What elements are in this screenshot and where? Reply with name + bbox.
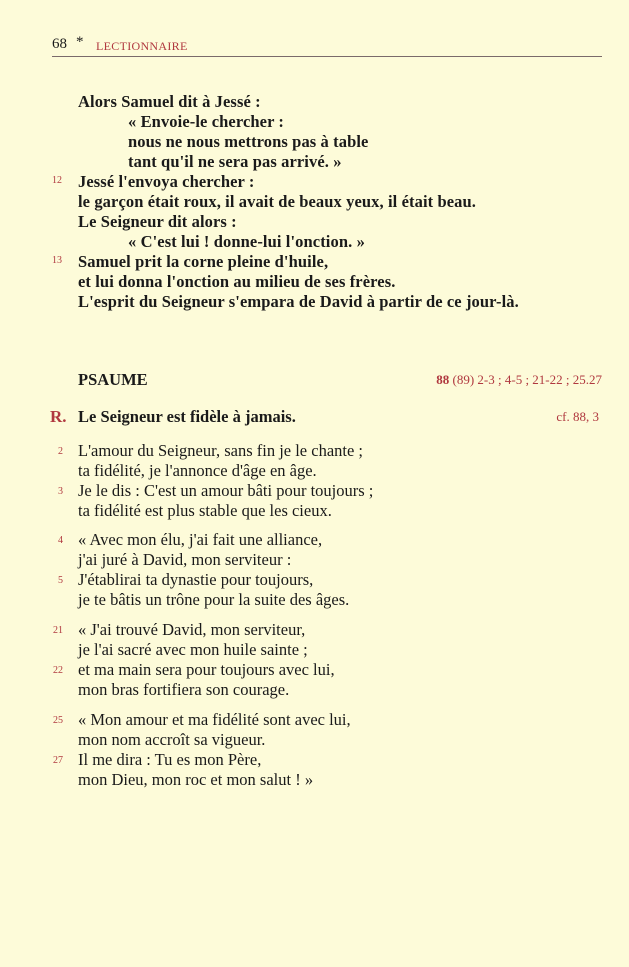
reading-line: Jessé l'envoya chercher :: [78, 172, 255, 191]
verse-number: 13: [52, 255, 62, 266]
psalm-line: L'amour du Seigneur, sans fin je le chante ;: [78, 441, 364, 460]
reading-line: L'esprit du Seigneur s'empara de David à partir de ce jour-là.: [78, 292, 519, 311]
reading-line: et lui donna l'onction au milieu de ses frères.: [78, 272, 396, 291]
psalm-reference: [436, 372, 602, 388]
reading-line: le garçon était roux, il avait de beaux yeux, il était beau.: [78, 192, 476, 211]
verse-number: 22: [53, 665, 63, 676]
psalm-line: « Avec mon élu, j'ai fait une alliance,: [78, 530, 323, 549]
reading-line: « Envoie-le chercher :: [128, 112, 285, 131]
psalm-reference-number: 88: [436, 372, 450, 387]
reading-line: Le Seigneur dit alors :: [78, 212, 237, 231]
psalm-line: et ma main sera pour toujours avec lui,: [78, 660, 335, 679]
verse-number: 12: [52, 175, 62, 186]
star-icon: *: [76, 34, 84, 50]
verse-number: 4: [58, 535, 63, 546]
verse-number: 27: [53, 755, 63, 766]
reading-line: Samuel prit la corne pleine d'huile,: [78, 252, 329, 271]
psalm-line: ta fidélité est plus stable que les cieux.: [78, 501, 332, 520]
verse-number: 21: [53, 625, 63, 636]
psalm-line: mon bras fortifiera son courage.: [78, 680, 290, 699]
psalm-line: Je le dis : C'est un amour bâti pour toujours ;: [78, 481, 374, 500]
reading-line: « C'est lui ! donne-lui l'onction. »: [128, 232, 365, 251]
psalm-line: je l'ai sacré avec mon huile sainte ;: [78, 640, 308, 659]
psalm-line: J'établirai ta dynastie pour toujours,: [78, 570, 314, 589]
psalm-line: « J'ai trouvé David, mon serviteur,: [78, 620, 306, 639]
running-title: LECTIONNAIRE: [96, 39, 188, 53]
psalm-line: mon Dieu, mon roc et mon salut ! »: [78, 770, 314, 789]
psalm-line: mon nom accroît sa vigueur.: [78, 730, 266, 749]
reading-line: tant qu'il ne sera pas arrivé. »: [128, 152, 342, 171]
psalm-reference-verses: (89) 2-3 ; 4-5 ; 21-22 ; 25.27: [452, 372, 602, 387]
psalm-line: je te bâtis un trône pour la suite des âges.: [78, 590, 350, 609]
verse-number: 25: [53, 715, 63, 726]
page-header: [52, 34, 602, 57]
verse-number: 3: [58, 486, 63, 497]
response-icon: R.: [50, 407, 67, 426]
psalm-line: « Mon amour et ma fidélité sont avec lui,: [78, 710, 351, 729]
verse-number: 5: [58, 575, 63, 586]
refrain-reference: cf. 88, 3: [556, 409, 599, 424]
reading-line: Alors Samuel dit à Jessé :: [78, 92, 261, 111]
psalm-refrain: Le Seigneur est fidèle à jamais.: [78, 407, 296, 426]
page-number: 68: [52, 36, 67, 52]
verse-number: 2: [58, 446, 63, 457]
psalm-line: Il me dira : Tu es mon Père,: [78, 750, 262, 769]
reading-line: nous ne nous mettrons pas à table: [128, 132, 369, 151]
psalm-line: ta fidélité, je l'annonce d'âge en âge.: [78, 461, 317, 480]
psalm-line: j'ai juré à David, mon serviteur :: [78, 550, 292, 569]
psalm-heading: PSAUME: [78, 370, 148, 389]
